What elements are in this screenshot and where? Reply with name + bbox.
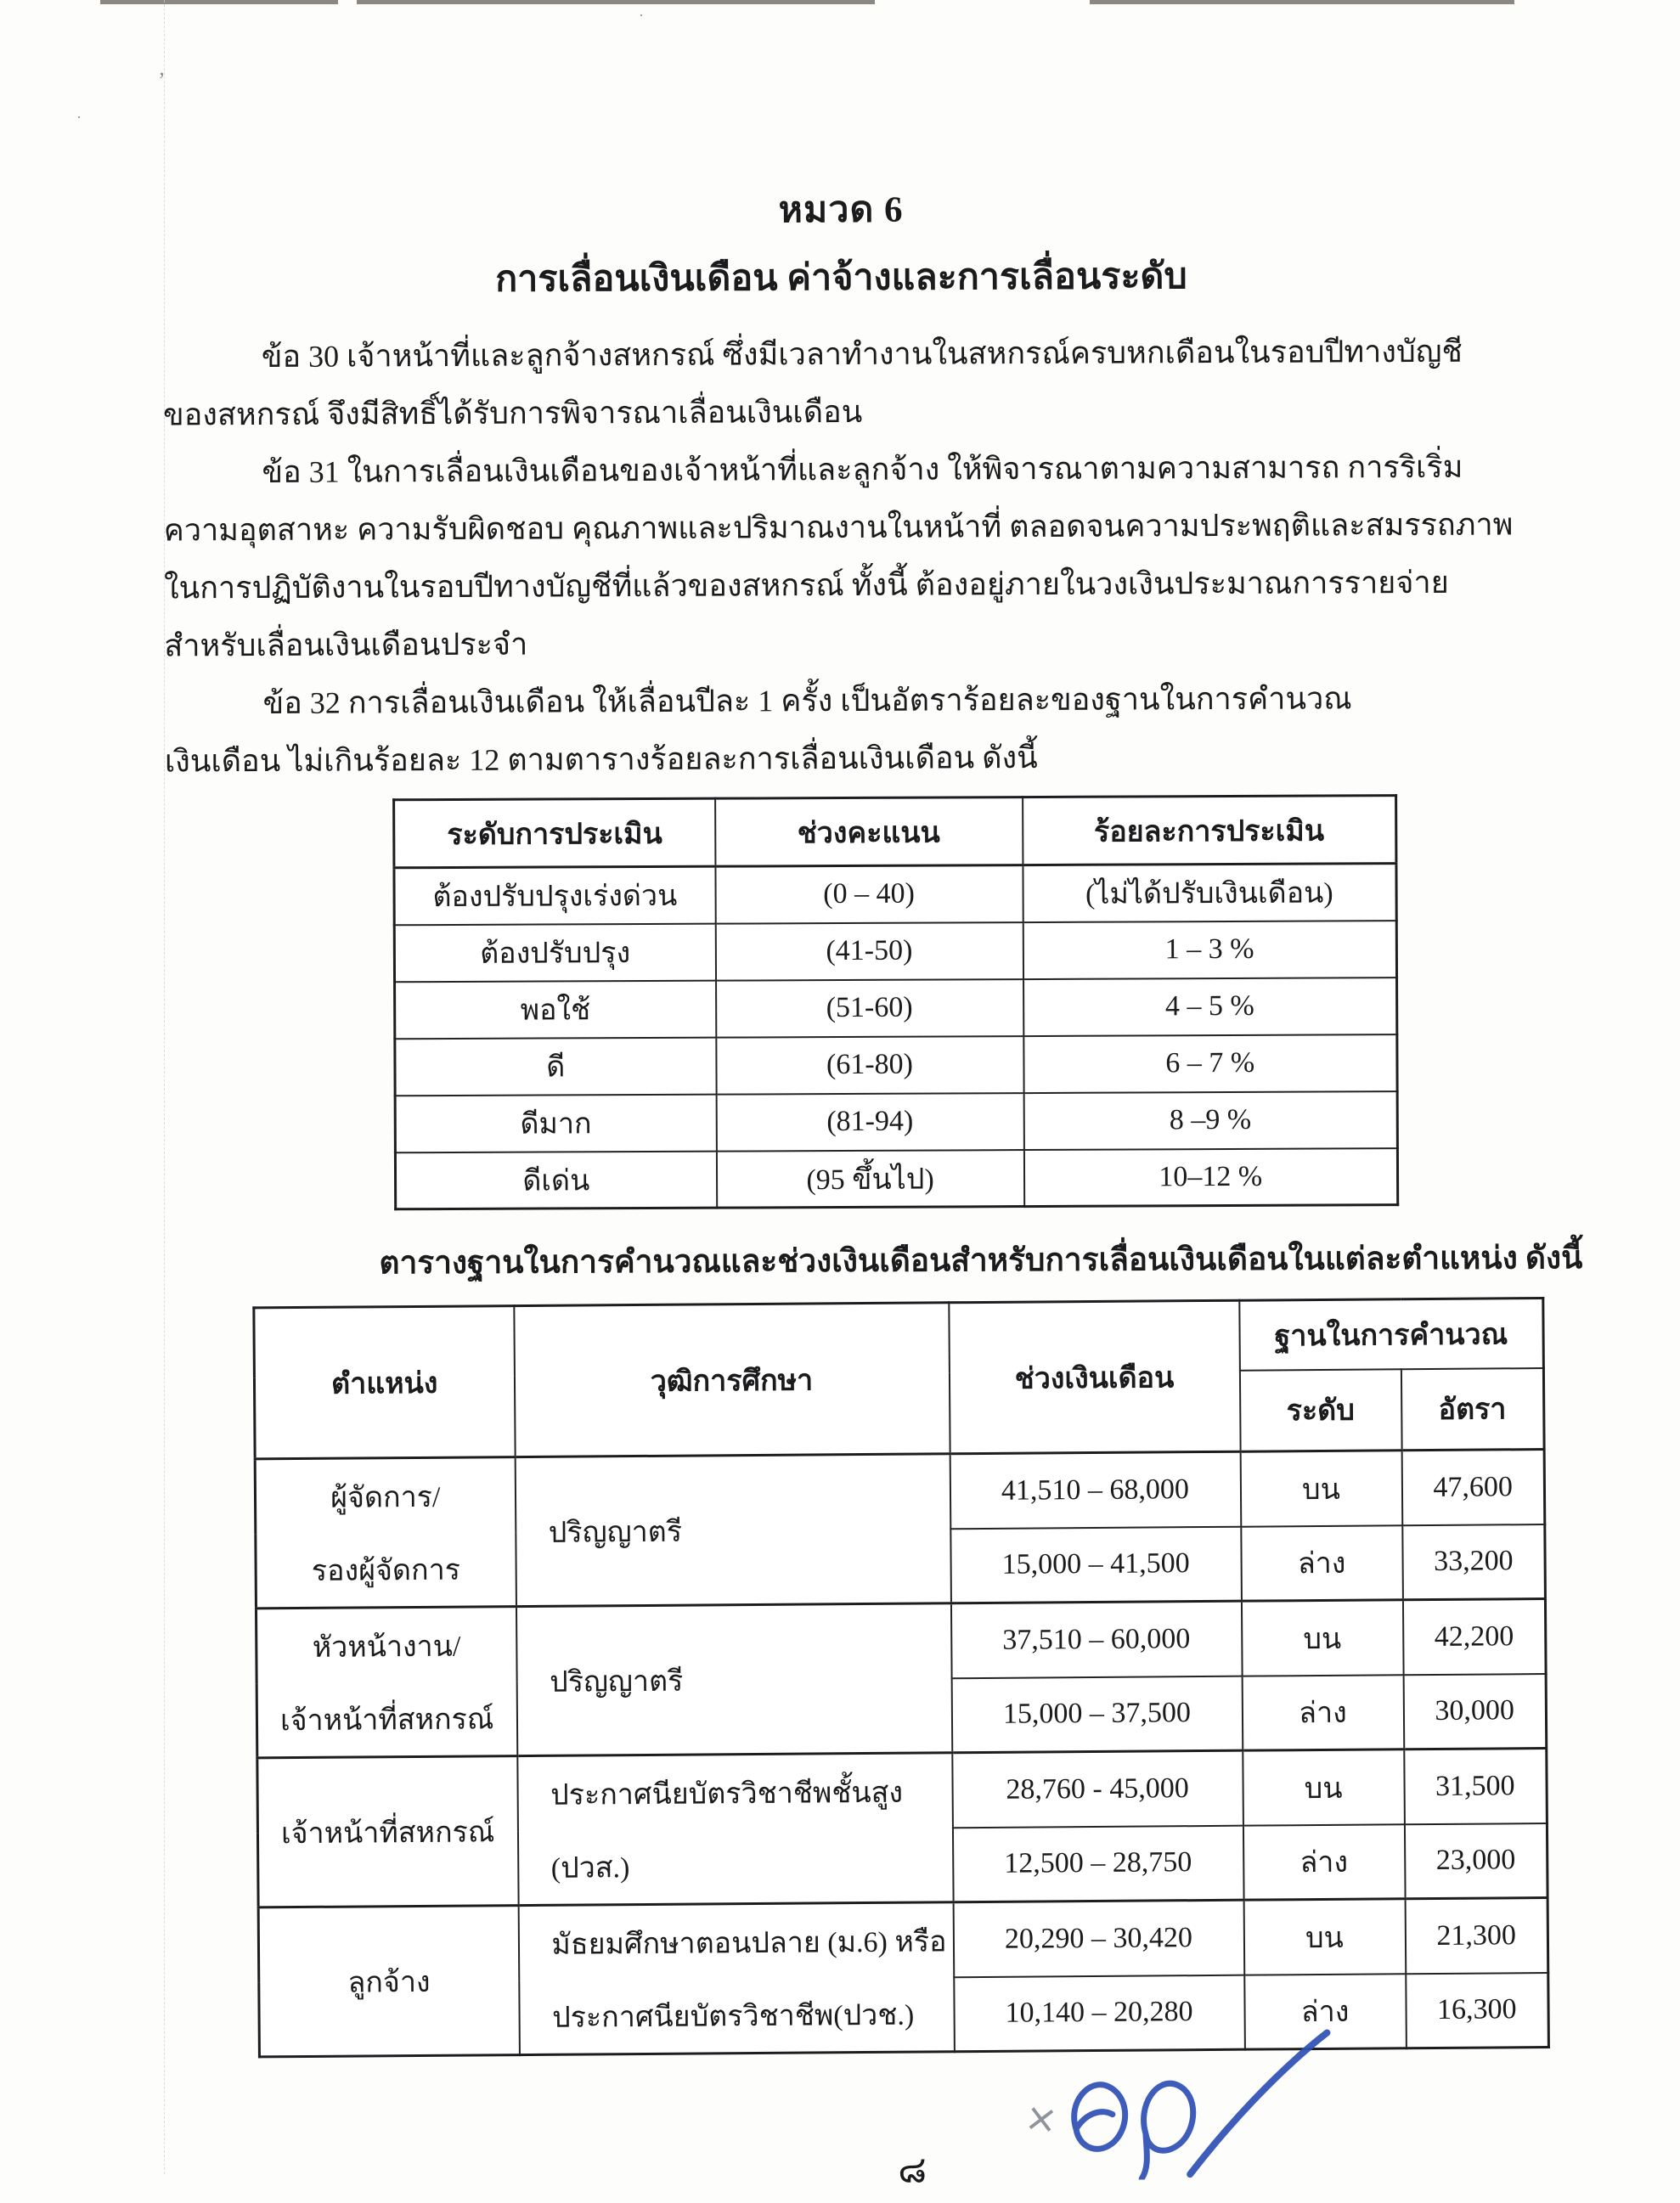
table-row: [395, 1148, 1397, 1209]
evaluation-table: [392, 794, 1399, 1210]
salary-header-rate: อัตรา: [1401, 1368, 1544, 1451]
salary-cell-range: 28,760 - 45,000: [952, 1750, 1243, 1828]
table-row: [395, 1091, 1397, 1152]
page-number: ๘: [898, 2149, 927, 2191]
x-annotation-mark: ×: [1022, 2093, 1061, 2144]
scan-speck-artifact: ’: [158, 68, 166, 93]
eval-cell-level: ดีเด่น: [395, 1151, 716, 1209]
clause-31-line: ในการปฏิบัติงานในรอบปีทางบัญชีที่แล้วของสหกรณ์ ทั้งนี้ ต้องอยู่ภายในวงเงินประมาณการรายจ่าย: [163, 565, 1449, 606]
position-line: รองผู้จัดการ: [311, 1554, 461, 1587]
education-line: ปริญญาตรี: [548, 1516, 683, 1549]
evaluation-table-header-row: [394, 796, 1396, 868]
clause-32-line: ข้อ 32 การเลื่อนเงินเดือน ให้เลื่อนปีละ 1 ครั้ง เป็นอัตราร้อยละของฐานในการคำนวณ: [262, 681, 1352, 720]
clause-30-line: ของสหกรณ์ จึงมีสิทธิ์ได้รับการพิจารณาเลื่อนเงินเดือน: [163, 394, 863, 432]
table-row: [395, 1034, 1397, 1096]
eval-cell-level: พอใช้: [395, 980, 716, 1039]
salary-cell-level: บน: [1240, 1451, 1402, 1526]
salary-cell-range: 12,500 – 28,750: [952, 1825, 1243, 1902]
eval-cell-score: (61-80): [716, 1036, 1023, 1095]
salary-cell-rate: 16,300: [1406, 1972, 1549, 2048]
salary-cell-level: ล่าง: [1241, 1525, 1403, 1601]
salary-cell-rate: 30,000: [1403, 1674, 1547, 1749]
education-line: ประกาศนียบัตรวิชาชีพชั้นสูง: [550, 1777, 904, 1811]
table-row: [394, 864, 1396, 925]
eval-cell-level: ดี: [395, 1037, 716, 1096]
salary-cell-rate: 23,000: [1404, 1823, 1548, 1899]
salary-cell-rate: 33,200: [1402, 1524, 1546, 1600]
eval-cell-score: (41-50): [715, 922, 1023, 981]
salary-cell-level: บน: [1243, 1899, 1406, 1975]
salary-header-education: วุฒิการศึกษา: [514, 1303, 950, 1457]
salary-cell-range: 41,510 – 68,000: [950, 1451, 1241, 1529]
education-line: ประกาศนียบัตรวิชาชีพ(ปวช.): [551, 1999, 915, 2034]
salary-cell-range: 10,140 – 20,280: [954, 1975, 1245, 2052]
education-line: ปริญญาตรี: [550, 1665, 684, 1699]
body-text: [163, 322, 1541, 790]
table-row: [258, 1898, 1548, 1982]
salary-cell-education: [516, 1603, 951, 1756]
eval-cell-percent: 6 – 7 %: [1023, 1034, 1397, 1093]
position-line: ผู้จัดการ/: [330, 1481, 441, 1514]
table-row: [395, 978, 1397, 1039]
section-heading: การเลื่อนเงินเดือน ค่าจ้างและการเลื่อนระดับ: [495, 256, 1187, 300]
eval-cell-level: ต้องปรับปรุง: [394, 923, 715, 982]
clause-31-line: ความอุตสาหะ ความรับผิดชอบ คุณภาพและปริมาณงานในหน้าที่ ตลอดจนความประพฤติและสมรรถภาพ: [163, 507, 1514, 548]
chapter-heading: หมวด 6: [778, 189, 904, 231]
eval-header-level: ระดับการประเมิน: [394, 798, 715, 868]
eval-header-percent: ร้อยละการประเมิน: [1023, 796, 1396, 865]
position-line: ลูกจ้าง: [347, 1966, 431, 1999]
eval-cell-score: (51-60): [716, 979, 1023, 1038]
signature-loop-2: [1142, 2083, 1193, 2178]
salary-cell-range: 15,000 – 41,500: [950, 1526, 1242, 1603]
salary-cell-education: [518, 1902, 954, 2055]
eval-cell-level: ต้องปรับปรุงเร่งด่วน: [394, 866, 715, 925]
salary-cell-rate: 31,500: [1404, 1749, 1548, 1824]
salary-cell-education: [517, 1753, 953, 1906]
salary-cell-rate: 47,600: [1401, 1450, 1545, 1525]
eval-cell-score: (95 ขึ้นไป): [716, 1150, 1023, 1209]
salary-cell-level: บน: [1243, 1749, 1405, 1825]
clause-31-line: ข้อ 31 ในการเลื่อนเงินเดือนของเจ้าหน้าที่และลูกจ้าง ให้พิจารณาตามความสามารถ การริเริ่ม: [262, 449, 1463, 489]
table-row: [394, 921, 1396, 982]
salary-cell-position: [258, 1906, 519, 2057]
salary-cell-level: ล่าง: [1242, 1675, 1404, 1750]
salary-cell-rate: 42,200: [1402, 1599, 1546, 1675]
table-row: [257, 1749, 1548, 1833]
clause-31-line: สำหรับเลื่อนเงินเดือนประจำ: [164, 627, 528, 663]
signature-swoosh: [1189, 2033, 1328, 2175]
salary-cell-range: 15,000 – 37,500: [951, 1676, 1243, 1753]
clause-32-line: เงินเดือน ไม่เกินร้อยละ 12 ตามตารางร้อยละการเลื่อนเงินเดือน ดังนี้: [164, 740, 1038, 779]
position-line: เจ้าหน้าที่สหกรณ์: [280, 1816, 495, 1850]
eval-cell-percent: (ไม่ได้ปรับเงินเดือน): [1023, 864, 1396, 922]
salary-cell-education: [515, 1454, 950, 1607]
salary-header-level: ระดับ: [1239, 1369, 1401, 1451]
table-row: [255, 1450, 1545, 1534]
salary-cell-level: ล่าง: [1243, 1824, 1405, 1900]
salary-cell-position: [256, 1607, 516, 1758]
table-row: [256, 1599, 1546, 1683]
eval-cell-percent: 4 – 5 %: [1023, 978, 1397, 1036]
eval-cell-percent: 1 – 3 %: [1023, 921, 1396, 979]
salary-cell-range: 37,510 – 60,000: [950, 1601, 1242, 1678]
salary-cell-range: 20,290 – 30,420: [953, 1900, 1244, 1977]
salary-cell-rate: 21,300: [1405, 1898, 1548, 1974]
salary-header-position: ตำแหน่ง: [254, 1306, 515, 1459]
eval-cell-score: (81-94): [716, 1093, 1023, 1152]
scan-speck-artifact: ·: [639, 7, 644, 24]
education-line: มัธยมศึกษาตอนปลาย (ม.6) หรือ: [551, 1925, 947, 1961]
eval-header-score-range: ช่วงคะแนน: [715, 797, 1023, 867]
salary-cell-position: [255, 1457, 516, 1609]
eval-cell-percent: 10–12 %: [1023, 1148, 1397, 1207]
salary-header-range: ช่วงเงินเดือน: [949, 1300, 1240, 1454]
salary-cell-position: [257, 1756, 518, 1907]
signature-loop-1: [1074, 2085, 1125, 2149]
position-line: เจ้าหน้าที่สหกรณ์: [279, 1703, 494, 1737]
salary-header-calc-base: ฐานในการคำนวณ: [1239, 1299, 1544, 1371]
salary-cell-level: บน: [1241, 1600, 1403, 1676]
salary-table-caption: ตารางฐานในการคำนวณและช่วงเงินเดือนสำหรับการเลื่อนเงินเดือนในแต่ละตำแหน่ง ดังนี้: [379, 1241, 1583, 1282]
eval-cell-percent: 8 –9 %: [1023, 1091, 1397, 1150]
eval-cell-level: ดีมาก: [395, 1094, 716, 1152]
clause-30-line: ข้อ 30 เจ้าหน้าที่และลูกจ้างสหกรณ์ ซึ่งมีเวลาทำงานในสหกรณ์ครบหกเดือนในรอบปีทางบัญชี: [261, 334, 1463, 374]
signature-scribble: [1062, 2026, 1351, 2179]
education-line: (ปวส.): [550, 1851, 630, 1885]
scan-speck-artifact: ·: [76, 109, 82, 126]
position-line: หัวหน้างาน/: [312, 1631, 461, 1664]
salary-table: [252, 1297, 1550, 2058]
eval-cell-score: (0 – 40): [715, 865, 1023, 924]
salary-cell-level: ล่าง: [1244, 1974, 1407, 2049]
salary-table-header-row: [254, 1299, 1544, 1378]
